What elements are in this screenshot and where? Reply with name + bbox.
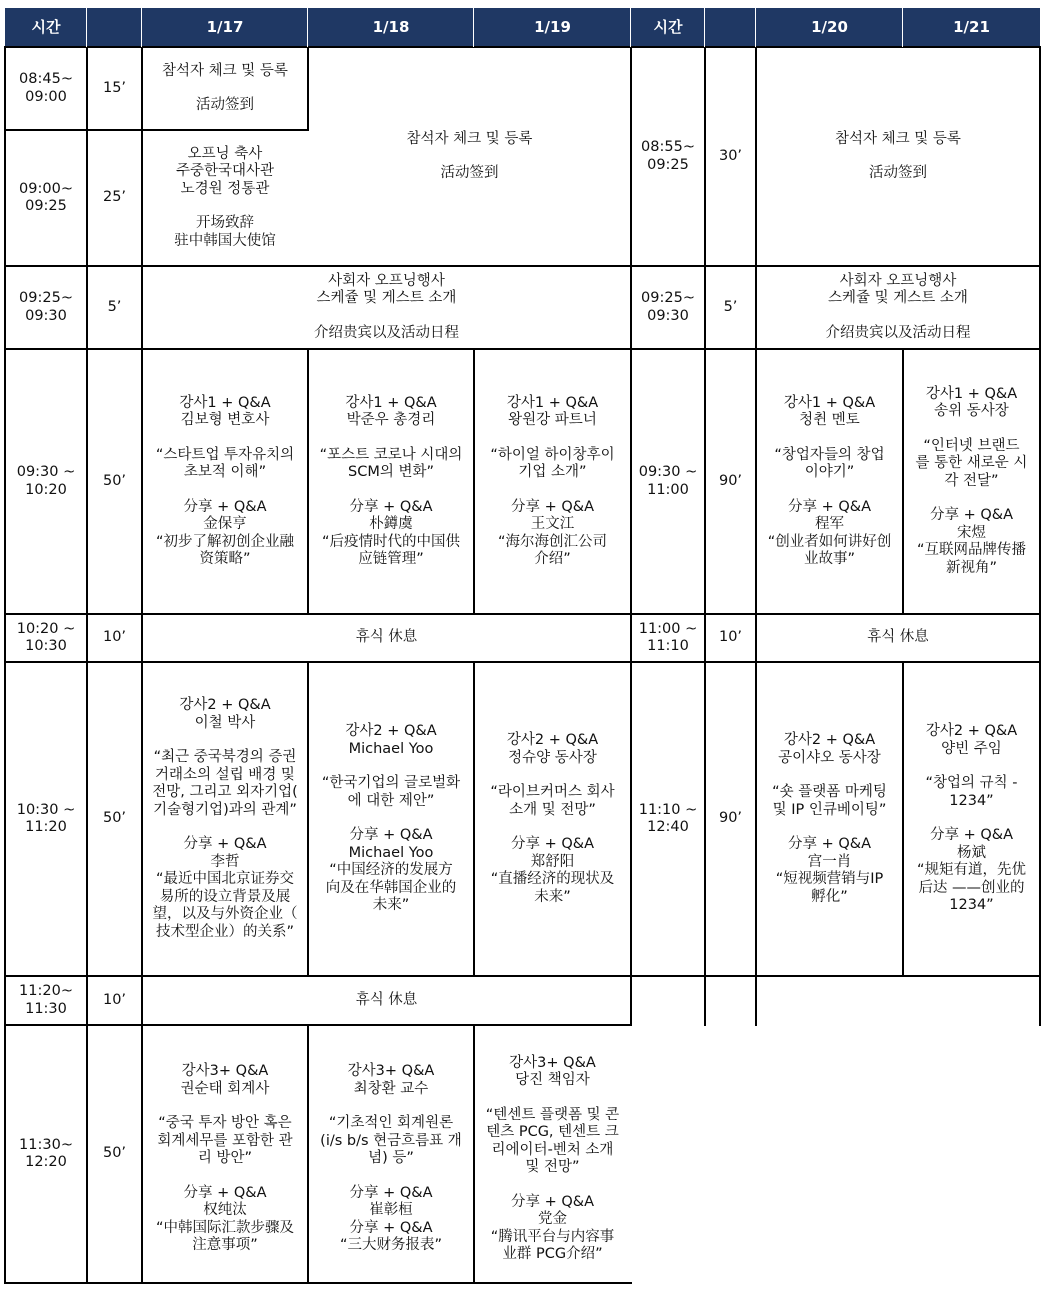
cell-line: “중국 투자 방안 혹은 [158, 1115, 292, 1132]
cell-line: “直播经济的现状及 [490, 871, 615, 887]
cell-s3a [142, 1025, 308, 1283]
cell-line: (i/s b/s 현금흐름표 개 [320, 1132, 462, 1149]
cell-line: 10’ [102, 629, 127, 646]
cell-line: “短视频营销与IP [775, 871, 884, 887]
cell-line: 宋煜 [957, 524, 986, 541]
cell-t13 [5, 1025, 87, 1283]
cell-line: 휴식 休息 [355, 991, 418, 1008]
cell-br2 [756, 614, 1040, 662]
cell-line: 宫一肖 [807, 853, 852, 870]
cell-s2h [903, 662, 1040, 976]
cell-line: 09:00 [25, 88, 67, 105]
cell-line: 15’ [102, 79, 127, 96]
grid-v-line [1039, 46, 1041, 1026]
grid-v-line [630, 46, 632, 1026]
cell-line: 강사3+ Q&A [347, 1063, 435, 1080]
cell-line: 分享 + Q&A [349, 827, 433, 844]
cell-line: 이철 박사 [194, 714, 256, 731]
grid-v-line [902, 348, 904, 615]
header-cell-2: 1/17 [142, 8, 308, 47]
cell-line: 应链管理” [358, 551, 424, 567]
cell-line: 分享 + Q&A [787, 498, 871, 515]
cell-line: “初步了解初创企业融 [155, 533, 294, 550]
cell-line: 양빈 주임 [941, 740, 1002, 757]
cell-line: “창업자들의 창업 [774, 446, 885, 463]
cell-br3 [142, 976, 631, 1025]
cell-line: 전망, 그리고 외자기업( [152, 784, 298, 800]
cell-line: 오프닝 축사 [187, 145, 263, 162]
cell-line: 09:30 ~ [16, 464, 76, 480]
grid-v-line [473, 348, 475, 615]
cell-line: 회계세무를 포함한 관 [157, 1132, 293, 1149]
cell-s2b [308, 662, 474, 976]
grid-h-line [4, 1282, 632, 1284]
grid-v-line [307, 46, 309, 131]
header-separator [755, 8, 756, 47]
grid-h-line [4, 348, 1041, 350]
cell-line: 党金 [538, 1211, 567, 1227]
cell-line: 09:25 [25, 198, 67, 214]
cell-line: 分享 + Q&A [349, 1184, 433, 1201]
cell-d1 [87, 47, 142, 130]
cell-line: 分享 + Q&A [183, 836, 267, 852]
cell-line: 스케쥴 및 게스트 소개 [828, 290, 968, 307]
grid-v-line [307, 661, 309, 977]
cell-s1g [756, 349, 903, 614]
cell-line: 分享 + Q&A [183, 498, 267, 515]
cell-line: “포스트 코로나 시대의 [319, 446, 463, 463]
cell-line: 10:20 ~ [16, 620, 76, 637]
cell-line: 왕원강 파트너 [508, 412, 597, 428]
cell-line: 11:20 [25, 819, 67, 835]
cell-line: 介绍” [534, 551, 571, 567]
cell-line: “스타트업 투자유치의 [155, 446, 295, 463]
cell-line: 分享 + Q&A [787, 836, 871, 852]
cell-line: 驻中韩国大使馆 [174, 232, 276, 249]
cell-line: “최근 중국북경의 증권 [153, 749, 297, 765]
grid-v-line [755, 46, 757, 1026]
cell-line: “三大财务报表” [339, 1237, 443, 1254]
cell-s1c [474, 349, 631, 614]
cell-line: 孵化” [811, 888, 848, 905]
cell-line: 강사2 + Q&A [783, 732, 876, 748]
header-separator [630, 8, 631, 47]
cell-line: 10:30 [25, 638, 67, 654]
cell-s1b [308, 349, 474, 614]
cell-d8 [87, 614, 142, 662]
cell-line: 活动签到 [440, 165, 499, 181]
cell-t5 [631, 266, 705, 349]
cell-d10 [87, 662, 142, 976]
grid-v-line [4, 46, 6, 1284]
header-separator [902, 8, 903, 47]
cell-line: “互联网品牌传播 [916, 542, 1026, 559]
cell-line: 스케쥴 및 게스트 소개 [316, 290, 457, 307]
cell-line: 강사1 + Q&A [783, 394, 876, 411]
header-cell-4: 1/19 [474, 8, 631, 47]
cell-t12 [5, 976, 87, 1025]
cell-line: 08:45~ [19, 71, 73, 87]
header-separator [704, 8, 705, 47]
header-separator [473, 8, 474, 47]
cell-line: “창업의 규칙 - [925, 775, 1018, 792]
cell-t6 [5, 349, 87, 614]
cell-a2 [142, 130, 308, 266]
cell-t3 [631, 47, 705, 266]
header-cell-5: 시간 [631, 8, 705, 47]
cell-line: 09:25~ [641, 290, 695, 306]
cell-line: 李哲 [210, 853, 240, 870]
cell-line: 주중한국대사관 [175, 163, 275, 180]
cell-line: 朴鐏虞 [369, 516, 413, 532]
cell-line: 노경원 정통관 [180, 180, 270, 197]
cell-line: 介绍贵宾以及活动日程 [825, 324, 971, 341]
cell-line: 및 전망” [525, 1159, 580, 1175]
cell-line: 공이샤오 동사장 [778, 749, 881, 766]
cell-line: 90’ [718, 472, 743, 489]
cell-line: “라이브커머스 회사 [490, 784, 615, 800]
cell-line: 向及在华韩国企业的 [325, 879, 457, 896]
cell-line: 50’ [102, 1145, 127, 1162]
cell-line: Michael Yoo [348, 740, 434, 757]
cell-line: 강사1 + Q&A [179, 394, 271, 411]
cell-t1 [5, 47, 87, 130]
cell-line: 10’ [718, 629, 743, 646]
cell-line: 08:55~ [641, 139, 695, 155]
cell-line: 11:00 [647, 481, 689, 498]
cell-line: 참석자 체크 및 등록 [406, 130, 533, 147]
cell-line: “한국기업의 글로벌화 [321, 775, 461, 792]
cell-line: 分享 + Q&A [349, 1219, 433, 1236]
header-cell-3: 1/18 [308, 8, 474, 47]
cell-line: 50’ [102, 472, 127, 489]
grid-h-line [4, 661, 1041, 663]
cell-line: 강사3+ Q&A [509, 1054, 596, 1071]
cell-line: 박준우 총경리 [346, 412, 436, 428]
cell-line: 开场致辞 [196, 215, 254, 232]
cell-s3c [474, 1025, 631, 1283]
cell-line: 사회자 오프닝행사 [328, 272, 445, 289]
cell-ab [142, 266, 631, 349]
cell-line: “后疫情时代的中国供 [321, 533, 460, 550]
cell-line: 09:25 [647, 156, 689, 173]
header-cell-6 [705, 8, 756, 47]
cell-t2 [5, 130, 87, 266]
cell-t4 [5, 266, 87, 349]
cell-t10 [5, 662, 87, 976]
cell-line: 王文江 [530, 516, 575, 532]
cell-line: 介绍贵宾以及活动日程 [314, 324, 459, 341]
cell-line: 김보형 변호사 [180, 412, 270, 428]
cell-line: 각 전달” [944, 472, 999, 489]
cell-line: 11:30 [25, 1000, 67, 1017]
cell-line: “腾讯平台与内容事 [490, 1228, 615, 1245]
cell-s2c [474, 662, 631, 976]
cell-line: 10:20 [25, 481, 67, 498]
cell-s1h [903, 349, 1040, 614]
cell-gh2 [756, 266, 1040, 349]
cell-bc [308, 47, 631, 266]
grid-h-line [4, 975, 1041, 977]
cell-line: 11:10 ~ [638, 801, 698, 818]
cell-line: 1234” [949, 792, 994, 809]
grid-v-line [473, 1024, 475, 1284]
cell-line: “기초적인 회계원론 [328, 1115, 454, 1132]
cell-line: 참석자 체크 및 등록 [835, 130, 961, 147]
cell-line: 참석자 체크 및 등록 [162, 62, 288, 79]
cell-d9 [705, 614, 756, 662]
cell-line: 分享 + Q&A [183, 1184, 267, 1201]
cell-d4 [87, 266, 142, 349]
cell-d6 [87, 349, 142, 614]
grid-v-line [86, 46, 88, 1284]
cell-d2 [87, 130, 142, 266]
cell-gh [756, 47, 1040, 266]
cell-line: 거래소의 설립 배경 및 [155, 766, 295, 783]
cell-line: 望，以及与外资企业（ [152, 906, 298, 922]
cell-d7 [705, 349, 756, 614]
cell-t9 [631, 614, 705, 662]
grid-v-line [704, 46, 706, 1026]
cell-line: 09:25~ [19, 290, 73, 306]
cell-line: 5’ [723, 298, 738, 315]
cell-line: 소개 및 전망” [509, 801, 596, 818]
cell-d5 [705, 266, 756, 349]
cell-line: 活动签到 [196, 97, 254, 113]
cell-line: 分享 + Q&A [349, 498, 433, 515]
header-separator [86, 8, 87, 47]
cell-line: 崔彰桓 [369, 1202, 413, 1219]
cell-line: 휴식 休息 [355, 629, 418, 646]
cell-line: 杨斌 [957, 844, 986, 861]
cell-line: 新视角” [945, 559, 997, 576]
grid-v-line [473, 661, 475, 977]
cell-line: 5’ [107, 298, 122, 315]
header-separator [307, 8, 308, 47]
header-cell-0: 시간 [5, 8, 87, 47]
header-cell-7: 1/20 [756, 8, 903, 47]
cell-line: 를 통한 새로운 시 [915, 455, 1028, 472]
cell-a1 [142, 47, 308, 130]
cell-line: 业群 PCG介绍” [502, 1246, 603, 1262]
cell-line: “创业者如何讲好创 [767, 533, 892, 550]
cell-line: 注意事项” [192, 1237, 258, 1254]
cell-line: 金保亨 [203, 516, 247, 532]
cell-line: 강사2 + Q&A [345, 723, 437, 740]
grid-v-line [307, 348, 309, 615]
cell-s3b [308, 1025, 474, 1283]
cell-line: 10:30 ~ [16, 801, 76, 818]
grid-h-line [4, 613, 1041, 615]
cell-line: 09:00~ [19, 180, 73, 197]
cell-line: 기업 소개” [518, 464, 587, 480]
grid-h-line [4, 46, 1041, 48]
cell-line: 25’ [102, 189, 127, 206]
cell-t7 [631, 349, 705, 614]
cell-line: 资策略” [199, 551, 251, 567]
cell-line: 分享 + Q&A [510, 1193, 594, 1210]
cell-line: 50’ [102, 810, 127, 827]
cell-s2g [756, 662, 903, 976]
cell-line: 后达 ——创业的 [918, 879, 1025, 896]
cell-line: 11:00 ~ [638, 620, 698, 637]
cell-line: 易所的设立背景及展 [159, 888, 291, 905]
cell-line: “规矩有道，先优 [916, 862, 1026, 879]
cell-d12 [87, 976, 142, 1025]
cell-line: 09:30 [647, 307, 689, 324]
cell-line: “中国经济的发展方 [329, 862, 453, 879]
cell-s1a [142, 349, 308, 614]
cell-line: 未来” [372, 897, 410, 914]
cell-line: 分享 + Q&A [929, 507, 1013, 524]
cell-line: “海尔海创汇公司 [497, 533, 607, 550]
cell-line: 권순태 회계사 [180, 1080, 270, 1097]
cell-line: “텐센트 플랫폼 및 콘 [485, 1106, 620, 1123]
cell-line: 당진 책임자 [515, 1072, 590, 1088]
cell-d3 [705, 47, 756, 266]
cell-line: 90’ [718, 810, 743, 827]
grid-v-line [902, 661, 904, 977]
cell-line: 및 IP 인큐베이팅” [772, 801, 887, 818]
cell-line: 강사3+ Q&A [181, 1063, 269, 1080]
cell-line: 강사2 + Q&A [506, 732, 599, 748]
cell-s2a [142, 662, 308, 976]
cell-line: 강사1 + Q&A [345, 394, 437, 411]
cell-line: 강사2 + Q&A [179, 697, 271, 713]
cell-line: 최창환 교수 [353, 1080, 429, 1097]
cell-t8 [5, 614, 87, 662]
cell-line: “인터넷 브랜드 [923, 437, 1020, 454]
header-separator [141, 8, 142, 47]
grid-h-line [4, 129, 309, 131]
cell-line: 에 대한 제안” [347, 792, 435, 809]
cell-line: 程军 [815, 516, 844, 532]
cell-line: 09:30 [25, 307, 67, 324]
cell-d11 [705, 662, 756, 976]
cell-line: 业故事” [803, 551, 855, 567]
cell-line: 活动签到 [869, 165, 927, 181]
cell-line: 分享 + Q&A [510, 836, 594, 852]
cell-line: 11:20~ [19, 983, 73, 999]
cell-line: Michael Yoo [348, 844, 434, 861]
cell-line: 30’ [718, 147, 743, 164]
cell-t11 [631, 662, 705, 976]
cell-line: 정슈양 동사장 [508, 749, 597, 766]
cell-line: 사회자 오프닝행사 [839, 272, 957, 289]
cell-line: 강사1 + Q&A [925, 385, 1018, 402]
cell-line: 리에이터-벤처 소개 [491, 1141, 614, 1158]
cell-line: 텐츠 PCG, 텐센트 크 [486, 1124, 619, 1140]
header-cell-8: 1/21 [903, 8, 1040, 47]
grid-v-line [307, 1024, 309, 1284]
cell-line: 1234” [949, 897, 994, 914]
cell-line: 12:20 [25, 1154, 67, 1170]
grid-h-line [4, 265, 1041, 267]
cell-line: “숏 플랫폼 마케팅 [772, 784, 887, 800]
cell-line: 未来” [534, 888, 571, 905]
cell-line: 郑舒阳 [530, 853, 575, 870]
cell-line: “中韩国际汇款步骤及 [155, 1219, 294, 1236]
cell-line: 11:10 [647, 638, 689, 654]
cell-line: 초보적 이해” [183, 464, 267, 480]
cell-line: 09:30 ~ [638, 464, 698, 480]
cell-line: 청췬 멘토 [799, 412, 860, 428]
cell-line: 강사1 + Q&A [506, 394, 599, 411]
cell-line: “하이얼 하이창후이 [490, 446, 615, 463]
cell-line: 기술형기업)과의 관계” [153, 801, 297, 818]
cell-line: 이야기” [804, 464, 855, 480]
cell-line: 分享 + Q&A [510, 498, 594, 515]
cell-br1 [142, 614, 631, 662]
cell-line: “最近中国北京证券交 [155, 871, 294, 887]
header-cell-1 [87, 8, 142, 47]
cell-line: 념) 등” [368, 1150, 414, 1167]
cell-line: 10’ [102, 991, 127, 1008]
cell-line: 강사2 + Q&A [925, 723, 1018, 740]
cell-line: 11:30~ [19, 1136, 73, 1153]
cell-d13 [87, 1025, 142, 1283]
cell-line: 分享 + Q&A [929, 827, 1013, 844]
cell-line: 송위 동사장 [934, 403, 1009, 420]
cell-line: 12:40 [647, 819, 689, 835]
cell-line: 휴식 休息 [867, 629, 929, 646]
cell-line: SCM의 변화” [348, 464, 434, 480]
grid-v-line [141, 46, 143, 1284]
cell-line: 权纯汰 [203, 1202, 247, 1219]
cell-line: 리 방안” [197, 1150, 253, 1167]
grid-h-line [4, 1024, 632, 1026]
cell-line: 技术型企业）的关系” [155, 923, 294, 940]
